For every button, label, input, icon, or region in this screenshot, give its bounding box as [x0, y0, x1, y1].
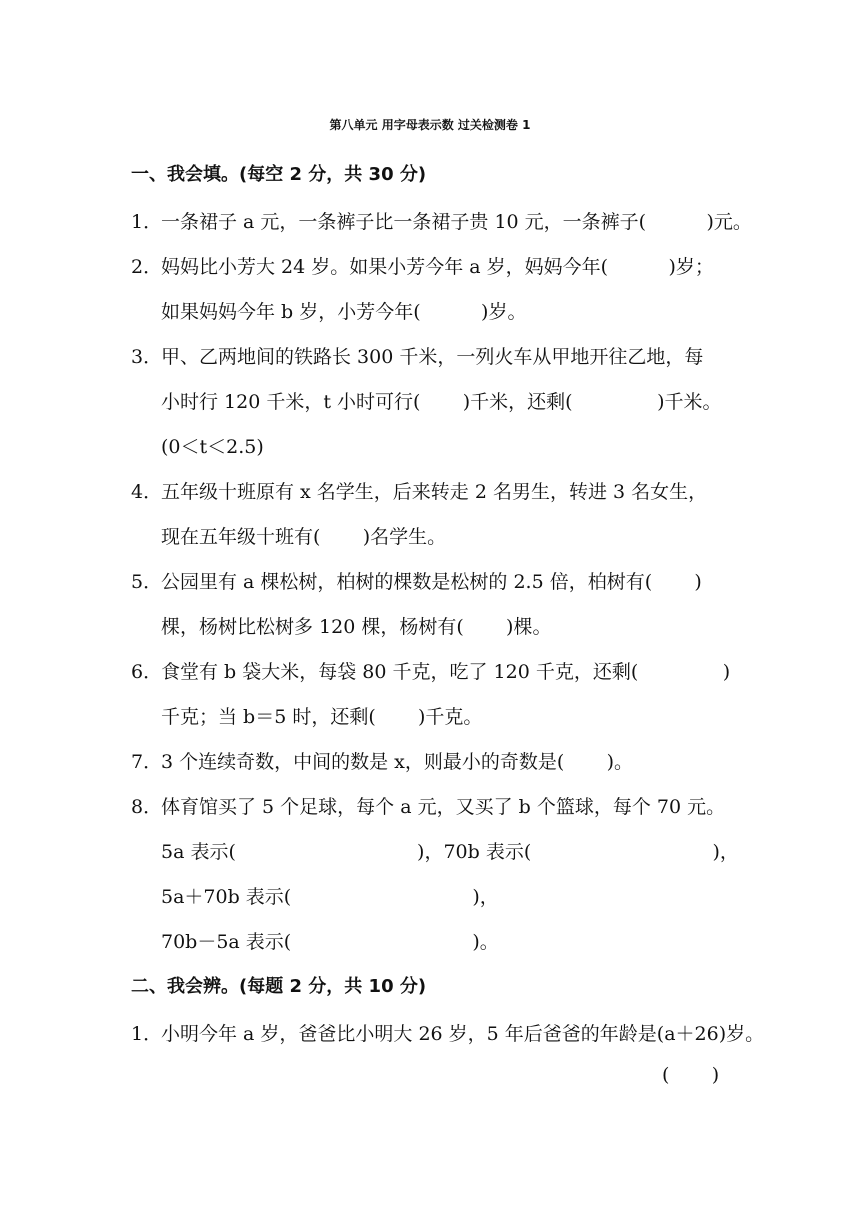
question-8-line-2: 5a 表示( )，70b 表示( )，: [161, 841, 739, 863]
question-6-line-1: 食堂有 b 袋大米，每袋 80 千克，吃了 120 千克，还剩( ): [161, 661, 731, 683]
question-5-line-2: 棵，杨树比松树多 120 棵，杨树有( )棵。: [161, 616, 552, 638]
judge-question-1-number: 1．: [131, 1023, 163, 1045]
section-2-heading: 二、我会辨。(每题 2 分，共 10 分): [131, 976, 427, 997]
question-5-number: 5．: [131, 571, 163, 593]
question-4-line-1: 五年级十班原有 x 名学生，后来转走 2 名男生，转进 3 名女生，: [161, 481, 708, 503]
question-8-line-4: 70b－5a 表示( )。: [161, 931, 499, 953]
question-8-number: 8．: [131, 796, 163, 818]
question-1-number: 1．: [131, 211, 163, 233]
question-8-line-3: 5a＋70b 表示( )，: [161, 886, 499, 908]
section-1-heading: 一、我会填。(每空 2 分，共 30 分): [131, 164, 427, 185]
judge-answer-paren: ( ): [662, 1064, 720, 1086]
question-4-line-2: 现在五年级十班有( )名学生。: [161, 526, 447, 548]
question-3-line-2: 小时行 120 千米，t 小时可行( )千米，还剩( )千米。: [161, 391, 722, 413]
question-2-number: 2．: [131, 256, 163, 278]
question-2-line-1: 妈妈比小芳大 24 岁。如果小芳今年 a 岁，妈妈今年( )岁；: [161, 256, 714, 278]
question-8-line-1: 体育馆买了 5 个足球，每个 a 元，又买了 b 个篮球，每个 70 元。: [161, 796, 726, 818]
question-3-line-1: 甲、乙两地间的铁路长 300 千米，一列火车从甲地开往乙地，每: [161, 346, 704, 368]
question-7-number: 7．: [131, 751, 163, 773]
question-3-line-3: (0＜t＜2.5): [161, 436, 264, 458]
question-7-line-1: 3 个连续奇数，中间的数是 x，则最小的奇数是( )。: [161, 751, 633, 773]
question-4-number: 4．: [131, 481, 163, 503]
page-title: 第八单元 用字母表示数 过关检测卷 1: [329, 118, 531, 132]
question-1-line-1: 一条裙子 a 元，一条裤子比一条裙子贵 10 元，一条裤子( )元。: [161, 211, 752, 233]
question-3-number: 3．: [131, 346, 163, 368]
question-5-line-1: 公园里有 a 棵松树，柏树的棵数是松树的 2.5 倍，柏树有( ): [161, 571, 702, 593]
question-6-line-2: 千克；当 b＝5 时，还剩( )千克。: [161, 706, 483, 728]
judge-question-1-line-1: 小明今年 a 岁，爸爸比小明大 26 岁，5 年后爸爸的年龄是(a＋26)岁。: [161, 1023, 765, 1045]
question-6-number: 6．: [131, 661, 163, 683]
question-2-line-2: 如果妈妈今年 b 岁，小芳今年( )岁。: [161, 301, 527, 323]
